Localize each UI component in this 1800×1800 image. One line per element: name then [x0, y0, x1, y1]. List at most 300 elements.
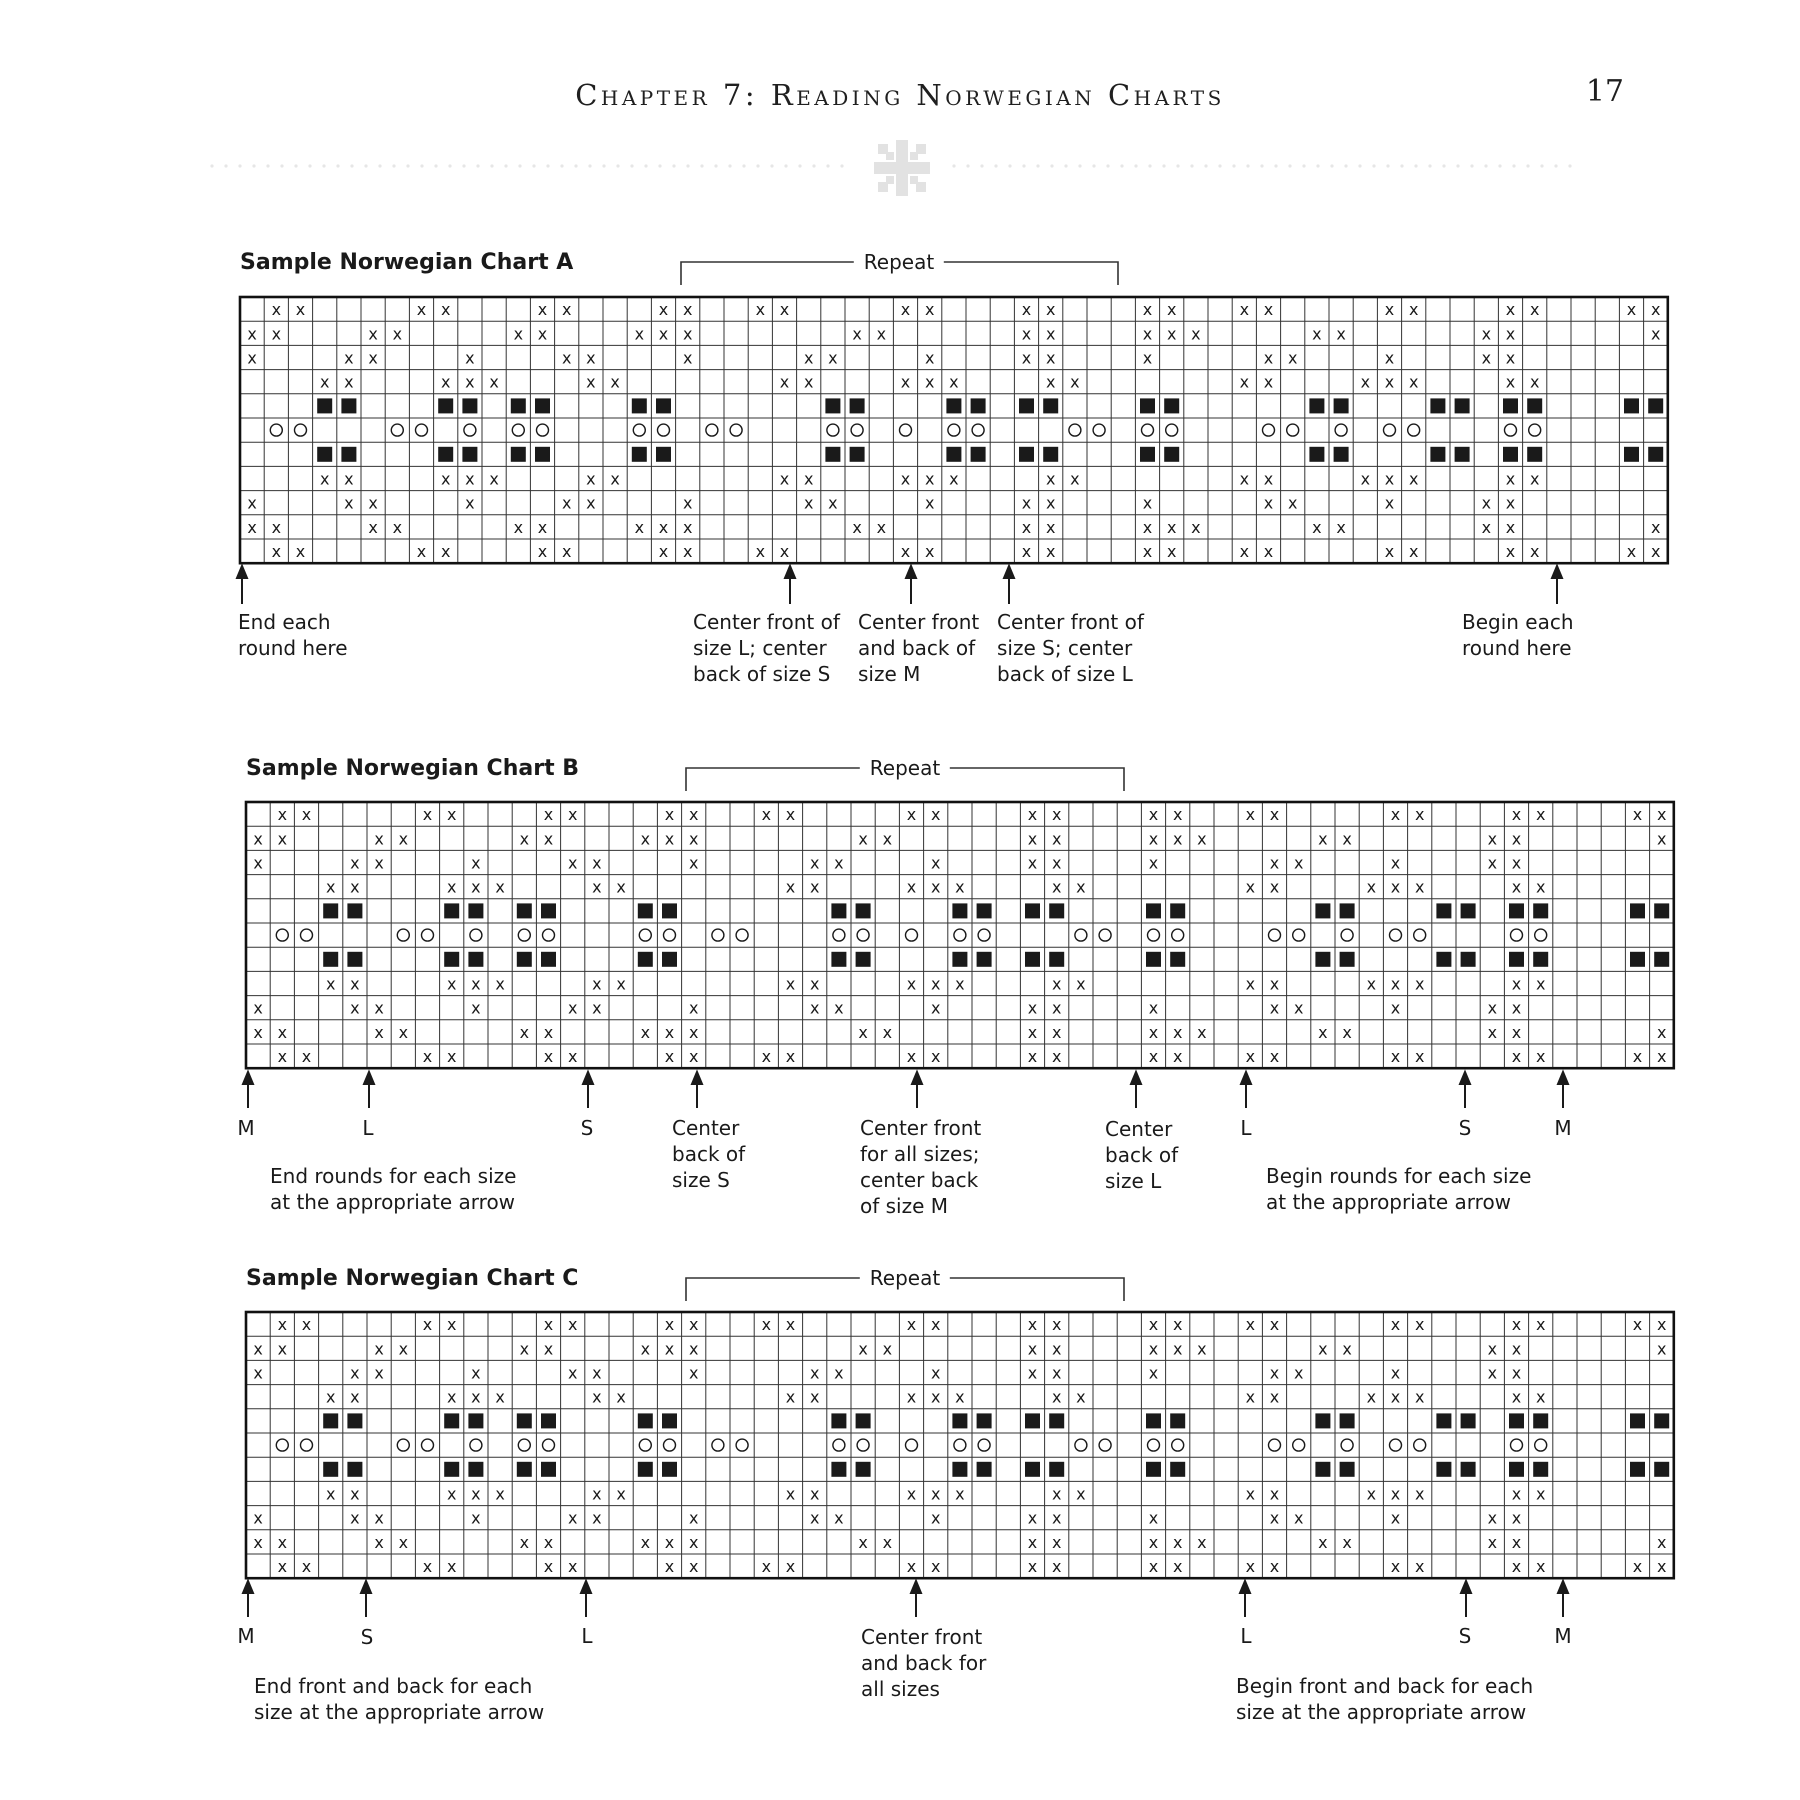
stitch-x: x: [1390, 853, 1401, 873]
stitch-x: x: [1027, 1532, 1038, 1552]
stitch-x: x: [592, 998, 602, 1018]
stitch-x: x: [446, 877, 457, 897]
stitch-x: x: [1318, 1022, 1328, 1042]
stitch-x: x: [1318, 829, 1328, 849]
stitch-x: x: [1148, 1508, 1159, 1528]
stitch-x: x: [634, 517, 645, 537]
stitch-x: x: [761, 1315, 772, 1335]
stitch-x: x: [1245, 1387, 1256, 1407]
arrow-up-icon: [1558, 1581, 1568, 1617]
stitch-x: x: [495, 974, 505, 994]
stitch-x: x: [1148, 1047, 1159, 1067]
stitch-x: x: [489, 372, 499, 392]
chart-a-repeat-label: Repeat: [854, 250, 944, 274]
stitch-x: x: [1390, 1508, 1401, 1528]
stitch-x: x: [1142, 517, 1153, 537]
stitch-x: x: [398, 1022, 409, 1042]
stitch-x: x: [1414, 805, 1425, 825]
stitch-x: x: [1051, 1047, 1062, 1067]
stitch-x: x: [1027, 805, 1038, 825]
stitch-x: x: [519, 1022, 530, 1042]
stitch-x: x: [422, 1047, 433, 1067]
stitch-x: x: [1197, 1532, 1207, 1552]
stitch-x: x: [1656, 805, 1667, 825]
stitch-x: x: [1505, 324, 1516, 344]
stitch-x: x: [1505, 542, 1516, 562]
stitch-x: x: [1487, 1339, 1498, 1359]
stitch-x: x: [1481, 324, 1492, 344]
stitch-x: x: [1051, 877, 1062, 897]
stitch-x: x: [1511, 998, 1522, 1018]
stitch-x: x: [1269, 1363, 1280, 1383]
stitch-x: x: [1535, 1047, 1546, 1067]
stitch-x: x: [319, 469, 330, 489]
stitch-x: x: [1487, 853, 1498, 873]
stitch-x: x: [1245, 1047, 1256, 1067]
stitch-x: x: [446, 1047, 457, 1067]
stitch-x: x: [785, 1387, 796, 1407]
stitch-x: x: [640, 1339, 651, 1359]
stitch-x: x: [930, 1484, 941, 1504]
stitch-x: x: [1487, 1532, 1498, 1552]
stitch-x: x: [1632, 1047, 1643, 1067]
stitch-x: x: [1505, 300, 1516, 320]
stitch-x: x: [1269, 1557, 1280, 1577]
stitch-x: x: [374, 1022, 384, 1042]
chart-b-size-l: L: [362, 1116, 374, 1140]
stitch-x: x: [344, 372, 354, 392]
stitch-x: x: [658, 542, 669, 562]
stitch-x: x: [1414, 1557, 1425, 1577]
stitch-x: x: [900, 372, 911, 392]
stitch-x: x: [1239, 542, 1250, 562]
stitch-x: x: [1487, 829, 1498, 849]
stitch-x: x: [688, 1508, 699, 1528]
stitch-x: x: [247, 517, 257, 537]
stitch-x: x: [1414, 877, 1425, 897]
chart-b-size-m: M: [237, 1116, 255, 1140]
stitch-x: x: [495, 1484, 505, 1504]
stitch-x: x: [253, 1532, 263, 1552]
stitch-x: x: [785, 1315, 796, 1335]
stitch-x: x: [882, 1022, 893, 1042]
stitch-x: x: [1650, 517, 1661, 537]
stitch-x: x: [1027, 1315, 1038, 1335]
stitch-x: x: [350, 1508, 360, 1528]
stitch-x: x: [1045, 348, 1056, 368]
stitch-x: x: [1027, 1363, 1038, 1383]
stitch-x: x: [1142, 300, 1153, 320]
stitch-x: x: [834, 853, 844, 873]
chart-c-repeat-label: Repeat: [860, 1266, 950, 1290]
stitch-x: x: [858, 1532, 868, 1552]
stitch-x: x: [1172, 1339, 1183, 1359]
chart-c-size-m: M: [1554, 1624, 1572, 1648]
stitch-x: x: [422, 1557, 433, 1577]
stitch-x: x: [271, 324, 282, 344]
stitch-x: x: [1312, 324, 1322, 344]
stitch-x: x: [1511, 1557, 1522, 1577]
chart-c-caption-begin: Begin front and back for each size at the appropriate arrow: [1236, 1674, 1534, 1724]
stitch-x: x: [543, 829, 554, 849]
chart-c-size-m: M: [237, 1624, 255, 1648]
chart-c-size-l: L: [581, 1624, 593, 1648]
stitch-x: x: [658, 324, 669, 344]
stitch-x: x: [398, 1339, 409, 1359]
stitch-x: x: [688, 998, 699, 1018]
chart-c-title: Sample Norwegian Chart C: [246, 1266, 579, 1291]
stitch-x: x: [1414, 1047, 1425, 1067]
stitch-x: x: [1027, 1508, 1038, 1528]
stitch-x: x: [465, 372, 475, 392]
stitch-x: x: [930, 998, 941, 1018]
stitch-x: x: [1481, 493, 1492, 513]
stitch-x: x: [253, 998, 263, 1018]
stitch-x: x: [930, 1363, 941, 1383]
stitch-x: x: [465, 469, 475, 489]
stitch-x: x: [1045, 517, 1056, 537]
stitch-x: x: [1148, 1532, 1159, 1552]
stitch-x: x: [1287, 348, 1298, 368]
stitch-x: x: [1505, 348, 1516, 368]
stitch-x: x: [1021, 300, 1032, 320]
stitch-x: x: [440, 469, 451, 489]
stitch-x: x: [682, 517, 693, 537]
stitch-x: x: [1414, 974, 1425, 994]
stitch-x: x: [1239, 372, 1250, 392]
stitch-x: x: [1245, 1557, 1256, 1577]
stitch-x: x: [537, 542, 548, 562]
stitch-x: x: [755, 300, 766, 320]
stitch-x: x: [809, 877, 820, 897]
chart-c-caption-center: Center front and back for all sizes: [861, 1625, 987, 1701]
stitch-x: x: [471, 1387, 481, 1407]
stitch-x: x: [301, 1047, 312, 1067]
stitch-x: x: [1269, 853, 1280, 873]
stitch-x: x: [876, 324, 887, 344]
stitch-x: x: [1390, 1315, 1401, 1335]
stitch-x: x: [1293, 853, 1304, 873]
stitch-x: x: [1529, 300, 1540, 320]
stitch-x: x: [1239, 469, 1250, 489]
stitch-x: x: [1263, 348, 1274, 368]
stitch-x: x: [271, 542, 282, 562]
stitch-x: x: [1263, 372, 1274, 392]
stitch-x: x: [592, 974, 602, 994]
stitch-x: x: [664, 1532, 675, 1552]
chart-c-size-s: S: [360, 1625, 374, 1649]
stitch-x: x: [567, 805, 578, 825]
stitch-x: x: [924, 300, 935, 320]
stitch-x: x: [1511, 1047, 1522, 1067]
stitch-x: x: [688, 1047, 699, 1067]
stitch-x: x: [422, 805, 433, 825]
stitch-x: x: [616, 974, 626, 994]
stitch-x: x: [440, 300, 451, 320]
stitch-x: x: [513, 517, 524, 537]
chart-a-caption-center-s: Center front of size S; center back of size L: [997, 610, 1144, 686]
stitch-x: x: [1487, 998, 1498, 1018]
stitch-x: x: [1318, 1339, 1328, 1359]
stitch-x: x: [1021, 493, 1032, 513]
stitch-x: x: [1269, 1484, 1280, 1504]
stitch-x: x: [1027, 1022, 1038, 1042]
stitch-x: x: [561, 348, 572, 368]
stitch-x: x: [664, 805, 675, 825]
stitch-x: x: [1142, 324, 1153, 344]
stitch-x: x: [809, 1387, 820, 1407]
chart-b-caption-center-l: Center back of size L: [1105, 1117, 1179, 1193]
stitch-x: x: [247, 348, 257, 368]
stitch-x: x: [1318, 1532, 1328, 1552]
stitch-x: x: [586, 493, 596, 513]
chart-a-caption-center-l: Center front of size L; center back of size S: [693, 610, 840, 686]
stitch-x: x: [253, 829, 263, 849]
stitch-x: x: [1045, 372, 1056, 392]
stitch-x: x: [1656, 1315, 1667, 1335]
stitch-x: x: [906, 1047, 917, 1067]
stitch-x: x: [1245, 1315, 1256, 1335]
stitch-x: x: [785, 974, 796, 994]
arrow-up-icon: [911, 1581, 921, 1617]
stitch-x: x: [682, 300, 693, 320]
stitch-x: x: [446, 805, 457, 825]
stitch-x: x: [1384, 469, 1395, 489]
stitch-x: x: [295, 300, 306, 320]
stitch-x: x: [325, 877, 336, 897]
stitch-x: x: [688, 805, 699, 825]
stitch-x: x: [325, 1484, 336, 1504]
chart-c-caption-end: End front and back for each size at the appropriate arrow: [254, 1674, 545, 1724]
stitch-x: x: [1245, 1484, 1256, 1504]
stitch-x: x: [416, 542, 427, 562]
stitch-x: x: [1511, 1532, 1522, 1552]
stitch-x: x: [374, 998, 384, 1018]
stitch-x: x: [374, 1508, 384, 1528]
stitch-x: x: [1142, 493, 1153, 513]
stitch-x: x: [634, 324, 645, 344]
stitch-x: x: [471, 998, 481, 1018]
stitch-x: x: [374, 1363, 384, 1383]
stitch-x: x: [1511, 805, 1522, 825]
stitch-x: x: [1045, 542, 1056, 562]
arrow-up-icon: [1240, 1581, 1250, 1617]
stitch-x: x: [567, 1315, 578, 1335]
stitch-x: x: [1051, 1387, 1062, 1407]
stitch-x: x: [1535, 974, 1546, 994]
stitch-x: x: [1076, 1484, 1086, 1504]
chart-c-size-l: L: [1240, 1624, 1252, 1648]
stitch-x: x: [1269, 974, 1280, 994]
stitch-x: x: [592, 1387, 602, 1407]
stitch-x: x: [682, 348, 693, 368]
stitch-x: x: [834, 1508, 844, 1528]
stitch-x: x: [592, 877, 602, 897]
stitch-x: x: [1342, 829, 1352, 849]
stitch-x: x: [567, 1047, 578, 1067]
stitch-x: x: [253, 853, 263, 873]
stitch-x: x: [658, 300, 669, 320]
stitch-x: x: [1366, 877, 1377, 897]
stitch-x: x: [277, 1047, 288, 1067]
stitch-x: x: [755, 542, 766, 562]
stitch-x: x: [247, 324, 257, 344]
page-number: 17: [1585, 74, 1624, 109]
stitch-x: x: [882, 829, 893, 849]
stitch-x: x: [1076, 1387, 1086, 1407]
stitch-x: x: [1336, 517, 1346, 537]
stitch-x: x: [513, 324, 524, 344]
stitch-x: x: [374, 829, 384, 849]
stitch-x: x: [1650, 300, 1661, 320]
stitch-x: x: [930, 805, 941, 825]
stitch-x: x: [1511, 1363, 1522, 1383]
stitch-x: x: [567, 1557, 578, 1577]
stitch-x: x: [664, 1339, 675, 1359]
stitch-x: x: [924, 542, 935, 562]
stitch-x: x: [1535, 1484, 1546, 1504]
stitch-x: x: [1051, 1557, 1062, 1577]
stitch-x: x: [344, 469, 354, 489]
stitch-x: x: [561, 300, 572, 320]
stitch-x: x: [1148, 829, 1159, 849]
stitch-x: x: [688, 1022, 699, 1042]
stitch-x: x: [930, 1047, 941, 1067]
stitch-x: x: [1027, 998, 1038, 1018]
stitch-x: x: [1045, 300, 1056, 320]
stitch-x: x: [350, 1387, 360, 1407]
chart-b-caption-end: End rounds for each size at the appropriate arrow: [270, 1164, 517, 1214]
stitch-x: x: [1197, 1339, 1207, 1359]
stitch-x: x: [785, 1047, 796, 1067]
stitch-x: x: [1626, 542, 1637, 562]
stitch-x: x: [682, 493, 693, 513]
stitch-x: x: [1166, 300, 1177, 320]
stitch-x: x: [1166, 324, 1177, 344]
stitch-x: x: [374, 853, 384, 873]
stitch-x: x: [1481, 517, 1492, 537]
stitch-x: x: [834, 1363, 844, 1383]
stitch-x: x: [277, 1532, 288, 1552]
stitch-x: x: [1021, 324, 1032, 344]
stitch-x: x: [1312, 517, 1322, 537]
stitch-x: x: [398, 829, 409, 849]
stitch-x: x: [1535, 805, 1546, 825]
stitch-x: x: [446, 1557, 457, 1577]
stitch-x: x: [1263, 542, 1274, 562]
stitch-x: x: [1148, 1557, 1159, 1577]
stitch-x: x: [1148, 853, 1159, 873]
stitch-x: x: [955, 877, 965, 897]
stitch-x: x: [368, 517, 378, 537]
stitch-x: x: [344, 348, 354, 368]
stitch-x: x: [374, 1339, 384, 1359]
chart-b-repeat-label: Repeat: [860, 756, 950, 780]
stitch-x: x: [543, 1315, 554, 1335]
arrow-up-icon: [361, 1581, 371, 1617]
stitch-x: x: [253, 1339, 263, 1359]
stitch-x: x: [1027, 1557, 1038, 1577]
stitch-x: x: [1269, 1508, 1280, 1528]
arrow-up-icon: [581, 1581, 591, 1617]
stitch-x: x: [277, 1022, 288, 1042]
stitch-x: x: [446, 1315, 457, 1335]
stitch-x: x: [616, 1484, 626, 1504]
stitch-x: x: [277, 1557, 288, 1577]
stitch-x: x: [955, 1484, 965, 1504]
stitch-x: x: [640, 1022, 651, 1042]
stitch-x: x: [1384, 493, 1395, 513]
stitch-x: x: [1487, 1508, 1498, 1528]
stitch-x: x: [858, 1022, 868, 1042]
stitch-x: x: [1051, 829, 1062, 849]
stitch-x: x: [1656, 1022, 1667, 1042]
stitch-x: x: [1045, 324, 1056, 344]
stitch-x: x: [471, 1484, 481, 1504]
stitch-x: x: [882, 1532, 893, 1552]
stitch-x: x: [301, 1315, 312, 1335]
stitch-x: x: [1293, 998, 1304, 1018]
stitch-x: x: [1051, 974, 1062, 994]
stitch-x: x: [471, 877, 481, 897]
stitch-x: x: [1529, 469, 1540, 489]
stitch-x: x: [392, 517, 403, 537]
stitch-x: x: [1070, 372, 1080, 392]
stitch-x: x: [1172, 829, 1183, 849]
stitch-x: x: [809, 1484, 820, 1504]
stitch-x: x: [1148, 1315, 1159, 1335]
stitch-x: x: [277, 1339, 288, 1359]
stitch-x: x: [779, 372, 790, 392]
chart-b-caption-center-s: Center back of size S: [672, 1116, 746, 1192]
stitch-x: x: [350, 1363, 360, 1383]
stitch-x: x: [537, 517, 548, 537]
stitch-x: x: [1051, 1484, 1062, 1504]
stitch-x: x: [368, 348, 378, 368]
stitch-x: x: [1148, 1339, 1159, 1359]
chart-b-title: Sample Norwegian Chart B: [246, 756, 580, 781]
stitch-x: x: [1293, 1508, 1304, 1528]
stitch-x: x: [1408, 372, 1419, 392]
chart-a-caption-begin: Begin each round here: [1462, 610, 1574, 660]
stitch-x: x: [253, 1022, 263, 1042]
stitch-x: x: [900, 300, 911, 320]
stitch-x: x: [906, 805, 917, 825]
stitch-x: x: [906, 1315, 917, 1335]
stitch-x: x: [809, 1508, 820, 1528]
stitch-x: x: [537, 324, 548, 344]
stitch-x: x: [1191, 517, 1201, 537]
stitch-x: x: [350, 877, 360, 897]
stitch-x: x: [688, 1557, 699, 1577]
stitch-x: x: [1511, 1387, 1522, 1407]
stitch-x: x: [1172, 1315, 1183, 1335]
stitch-x: x: [924, 493, 935, 513]
stitch-x: x: [1263, 493, 1274, 513]
stitch-x: x: [586, 348, 596, 368]
stitch-x: x: [809, 974, 820, 994]
stitch-x: x: [1070, 469, 1080, 489]
stitch-x: x: [930, 1315, 941, 1335]
stitch-x: x: [1021, 517, 1032, 537]
stitch-x: x: [930, 1387, 941, 1407]
stitch-x: x: [640, 829, 651, 849]
stitch-x: x: [519, 829, 530, 849]
stitch-x: x: [543, 1557, 554, 1577]
stitch-x: x: [1148, 1363, 1159, 1383]
stitch-x: x: [930, 1557, 941, 1577]
stitch-x: x: [1529, 542, 1540, 562]
